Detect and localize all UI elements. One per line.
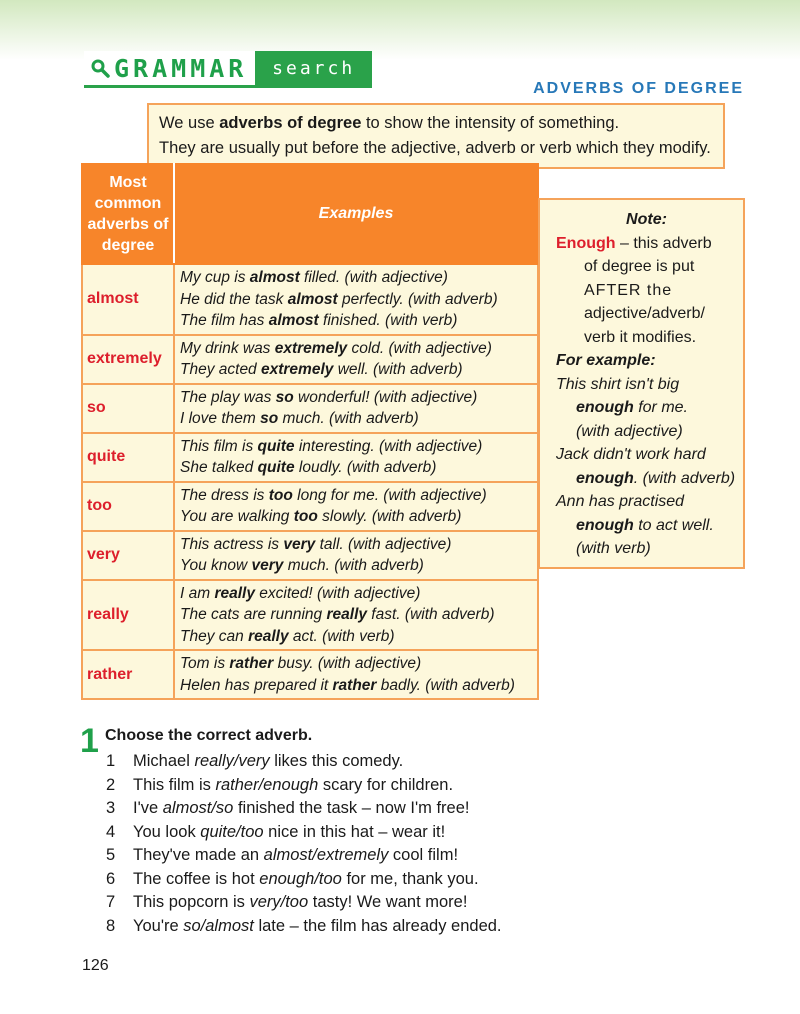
item-options: quite/too <box>200 822 264 841</box>
example-adverb: really <box>214 584 255 602</box>
item-number: 6 <box>106 869 116 888</box>
example-line: My drink was extremely cold. (with adjective) <box>180 339 492 357</box>
list-item <box>106 868 706 892</box>
item-number: 8 <box>106 916 116 935</box>
example-line: The cats are running really fast. (with adverb) <box>180 606 495 623</box>
example-adverb: almost <box>287 290 338 308</box>
note-line: verb it modifies. <box>584 328 697 346</box>
section-title: ADVERBS OF DEGREE <box>533 80 744 97</box>
examples-cell <box>174 531 538 580</box>
exercise-number: 1 <box>80 722 99 760</box>
example-adverb: quite <box>257 459 295 476</box>
note-example-adverb: enough <box>576 469 634 487</box>
adverb-cell: so <box>82 384 174 433</box>
example-line: This film is quite interesting. (with adjective) <box>180 437 483 455</box>
grammar-label <box>84 51 255 85</box>
examples-cell <box>174 580 538 651</box>
note-title: Note: <box>626 211 667 228</box>
example-adverb: rather <box>332 676 377 694</box>
intro-box <box>147 103 725 169</box>
intro-line-2: They are usually put before the adjective, adverb or verb which they modify. <box>159 139 711 157</box>
adverb-cell: almost <box>82 264 174 335</box>
example-adverb: very <box>283 535 316 553</box>
note-box <box>538 198 745 569</box>
adverb-cell: too <box>82 482 174 531</box>
item-options: enough/too <box>259 869 342 888</box>
example-line: They acted extremely well. (with adverb) <box>180 361 463 378</box>
adverb-cell: rather <box>82 650 174 699</box>
table-row <box>82 531 538 580</box>
note-example-adverb: enough <box>576 516 634 534</box>
adverbs-table <box>81 163 539 700</box>
item-options: very/too <box>249 893 309 911</box>
item-text: The coffee is hot enough/too for me, thank you. <box>133 869 479 888</box>
header-examples: Examples <box>174 164 538 264</box>
example-line: He did the task almost perfectly. (with adverb) <box>180 290 498 308</box>
table-row <box>82 335 538 384</box>
item-number: 1 <box>106 752 116 770</box>
note-example-adverb: enough <box>576 399 634 416</box>
note-line: AFTER the <box>584 281 673 299</box>
table-row <box>82 264 538 335</box>
magnifier-icon <box>90 58 110 78</box>
example-line: I love them so much. (with adverb) <box>180 410 419 427</box>
item-number: 2 <box>106 775 116 794</box>
example-line: She talked quite loudly. (with adverb) <box>180 459 437 476</box>
intro-line-1: We use adverbs of degree to show the intensity of something. <box>159 114 620 132</box>
table-row <box>82 384 538 433</box>
note-example-line: enough to act well. <box>576 516 714 534</box>
item-options: almost/so <box>162 799 234 817</box>
table-row <box>82 580 538 651</box>
list-item <box>106 821 706 845</box>
item-number: 4 <box>106 822 116 841</box>
example-adverb: extremely <box>261 361 334 378</box>
example-line: Helen has prepared it rather badly. (with adverb) <box>180 676 515 694</box>
example-adverb: too <box>293 508 318 525</box>
example-line: The film has almost finished. (with verb) <box>180 312 458 329</box>
adverb-cell: quite <box>82 433 174 482</box>
example-line: Tom is rather busy. (with adjective) <box>180 655 422 672</box>
example-line: They can really act. (with verb) <box>180 627 395 645</box>
item-options: almost/extremely <box>263 846 389 864</box>
page-number: 126 <box>82 957 109 974</box>
exercise-list <box>106 750 706 938</box>
note-line: adjective/adverb/ <box>584 305 705 322</box>
example-adverb: extremely <box>274 339 348 357</box>
item-text: Michael really/very likes this comedy. <box>133 752 404 770</box>
example-adverb: rather <box>229 655 274 672</box>
header-adverbs-line: common <box>94 195 162 212</box>
list-item <box>106 844 706 868</box>
examples-cell <box>174 650 538 699</box>
list-item <box>106 797 706 821</box>
item-options: rather/enough <box>215 775 319 794</box>
adverb-cell: very <box>82 531 174 580</box>
example-adverb: almost <box>249 269 300 286</box>
note-example-line: enough. (with adverb) <box>576 469 736 487</box>
example-adverb: too <box>268 486 293 504</box>
example-adverb: really <box>326 606 367 623</box>
note-example-line: (with adjective) <box>576 422 683 440</box>
grammar-search-header <box>84 51 372 88</box>
example-line: The play was so wonderful! (with adjective) <box>180 388 478 406</box>
item-number: 3 <box>106 799 116 817</box>
table-row <box>82 650 538 699</box>
list-item <box>106 915 706 939</box>
adverb-cell: extremely <box>82 335 174 384</box>
example-adverb: almost <box>268 312 319 329</box>
list-item <box>106 750 706 774</box>
header-adverbs-line: Most <box>109 174 147 191</box>
table-row <box>82 482 538 531</box>
note-example-line: enough for me. <box>576 399 688 416</box>
item-options: so/almost <box>183 916 254 935</box>
search-label: search <box>255 51 372 85</box>
examples-cell <box>174 433 538 482</box>
header-adverbs <box>82 164 174 264</box>
example-line: This actress is very tall. (with adjective) <box>180 535 452 553</box>
item-options: really/very <box>194 752 270 770</box>
examples-cell <box>174 482 538 531</box>
item-text: They've made an almost/extremely cool film! <box>133 846 459 864</box>
examples-cell <box>174 335 538 384</box>
note-example-line: Jack didn't work hard <box>556 446 706 463</box>
example-line: You know very much. (with adverb) <box>180 557 424 574</box>
note-example-line: This shirt isn't big <box>556 375 680 393</box>
note-enough-line: Enough – this adverb <box>556 234 712 252</box>
item-text: This film is rather/enough scary for children. <box>133 775 454 794</box>
grammar-word: GRAMMAR <box>114 53 248 83</box>
example-line: You are walking too slowly. (with adverb) <box>180 508 462 525</box>
example-line: The dress is too long for me. (with adjective) <box>180 486 487 504</box>
item-text: I've almost/so finished the task – now I'm free! <box>133 799 470 817</box>
table-row <box>82 433 538 482</box>
exercise-title: Choose the correct adverb. <box>105 727 313 744</box>
example-line: I am really excited! (with adjective) <box>180 584 421 602</box>
note-example-line: (with verb) <box>576 540 651 557</box>
examples-cell <box>174 264 538 335</box>
example-adverb: really <box>248 627 289 645</box>
example-adverb: so <box>260 410 279 427</box>
item-text: This popcorn is very/too tasty! We want more! <box>133 893 468 911</box>
example-adverb: quite <box>257 437 295 455</box>
example-adverb: so <box>275 388 294 406</box>
item-text: You're so/almost late – the film has already ended. <box>133 916 502 935</box>
item-text: You look quite/too nice in this hat – wear it! <box>133 822 446 841</box>
note-example-line: Ann has practised <box>556 493 685 510</box>
list-item <box>106 774 706 798</box>
examples-cell <box>174 384 538 433</box>
example-adverb: very <box>251 557 284 574</box>
item-number: 5 <box>106 846 116 864</box>
note-line: of degree is put <box>584 258 695 275</box>
item-number: 7 <box>106 893 116 911</box>
note-example-head: For example: <box>556 352 656 369</box>
header-adverbs-line: degree <box>101 237 155 254</box>
adverb-cell: really <box>82 580 174 651</box>
header-adverbs-line: adverbs of <box>87 216 169 233</box>
list-item <box>106 891 706 915</box>
example-line: My cup is almost filled. (with adjective) <box>180 269 448 286</box>
